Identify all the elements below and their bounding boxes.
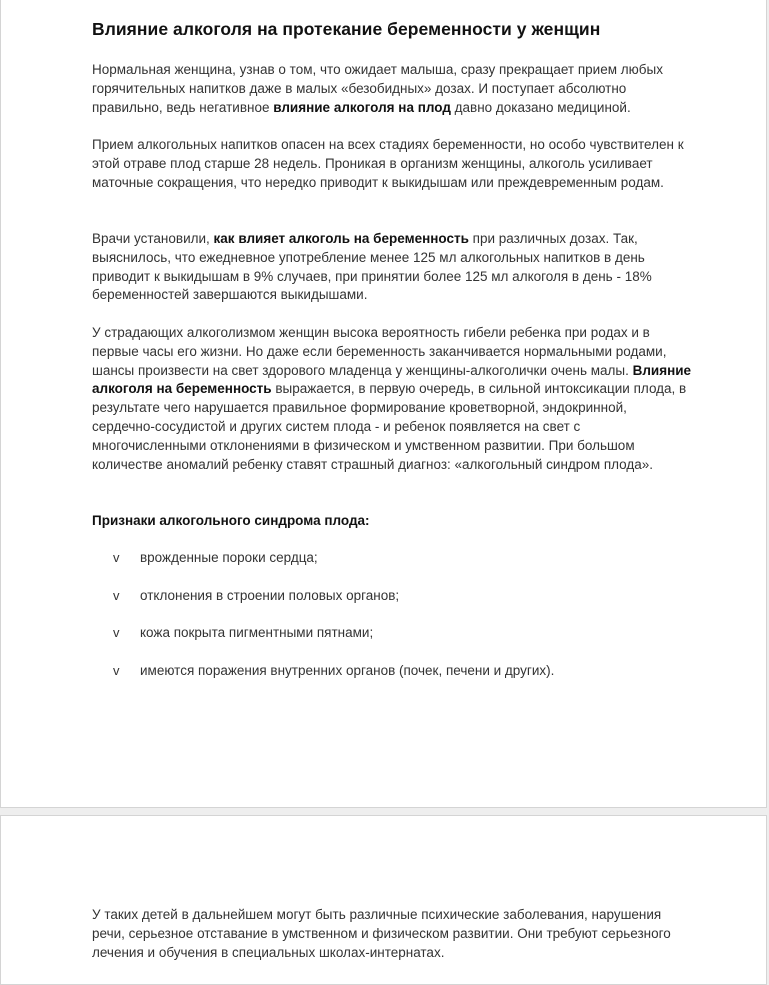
- paragraph-2: Прием алкогольных напитков опасен на всех стадиях беременности, но особо чувствителен к этой отраве плод старше 28 недель. Проникая в организм женщины, алкоголь усиливает маточные сокращения, что нередко приводит к выкидышам или преждевременным родам.: [92, 137, 684, 190]
- paragraph-4: [92, 324, 692, 474]
- paragraph-1: [92, 61, 692, 117]
- paragraph-3: [92, 230, 692, 305]
- list-item: [113, 588, 554, 626]
- bullet-icon: v: [113, 550, 120, 565]
- list-item: [113, 625, 554, 663]
- paragraph-4-text-c: выражается, в первую очередь, в сильной интоксикации плода, в результате чего нарушается правильное формирование кроветворной, эндокринной, сердечно-сосудистой и других систем плода - и ребенок появляется на свет с многочисленными отклонениями в физическом и умственном развитии. При большом количестве аномалий ребенку ставят страшный диагноз: «алкогольный синдром плода».: [92, 381, 687, 472]
- list-item-text: врожденные пороки сердца;: [140, 550, 318, 565]
- document-page-2: [0, 815, 767, 985]
- list-item: [113, 550, 554, 588]
- paragraph-3-text-a: Врачи установили,: [92, 231, 214, 246]
- signs-heading: Признаки алкогольного синдрома плода:: [92, 513, 370, 528]
- bullet-icon: v: [113, 662, 120, 678]
- paragraph-1-bold: влияние алкоголя на плод: [273, 99, 451, 115]
- list-item-text: отклонения в строении половых органов;: [140, 587, 400, 603]
- paragraph-1-text-a: Нормальная женщина, узнав о том, что ожидает малыша, сразу прекращает прием любых горячительных напитков даже в малых «безобидных» дозах. И поступает абсолютно правильно, ведь негативное: [92, 62, 663, 115]
- list-item-text: кожа покрыта пигментными пятнами;: [140, 625, 374, 640]
- article-title: Влияние алкоголя на протекание беременности у женщин: [92, 19, 601, 39]
- paragraph-3-bold: как влияет алкоголь на беременность: [213, 231, 469, 246]
- paragraph-3-text-c: при различных дозах. Так, выяснилось, что ежедневное употребление менее 125 мл алкогольных напитков в день приводит к выкидышам в 9% случаев, при принятии более 125 мл алкоголя в день - 18% беременностей завершаются выкидышами.: [92, 231, 652, 303]
- bullet-icon: v: [113, 625, 120, 640]
- paragraph-5: У таких детей в дальнейшем могут быть различные психические заболевания, нарушения речи, серьезное отставание в умственном и физическом развитии. Они требуют серьезного лечения и обучения в специальных школах-интернатах.: [92, 907, 671, 960]
- paragraph-4-bold: Влияние алкоголя на беременность: [92, 362, 692, 397]
- list-item-text: имеются поражения внутренних органов (почек, печени и других).: [140, 662, 555, 678]
- paragraph-4-text-a: У страдающих алкоголизмом женщин высока вероятность гибели ребенка при родах и в первые часы его жизни. Но даже если беременность заканчивается нормальными родами, шансы произвести на свет здорового младенца у женщины-алкоголички очень малы.: [92, 325, 667, 378]
- bullet-icon: v: [113, 587, 120, 603]
- paragraph-1-text-c: давно доказано медициной.: [450, 99, 631, 115]
- list-item: [113, 663, 554, 701]
- signs-list: [113, 550, 554, 700]
